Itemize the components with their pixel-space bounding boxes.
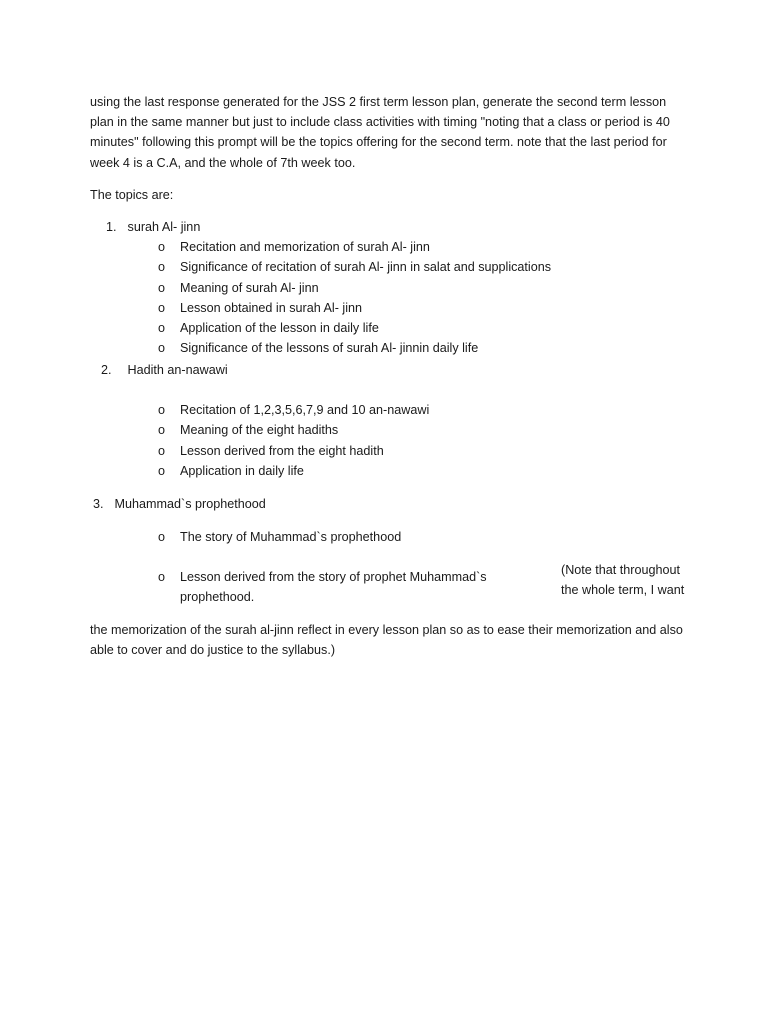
list-item: o Lesson derived from the story of prophet Muhammad`s prophethood.	[158, 567, 508, 608]
topic-2-heading	[101, 360, 228, 380]
list-item: o Recitation and memorization of surah Al- jinn	[158, 237, 551, 257]
topic-3-subtopics	[158, 527, 401, 547]
list-item: o Lesson derived from the eight hadith	[158, 441, 429, 461]
intro-paragraph: using the last response generated for the JSS 2 first term lesson plan, generate the second term lesson plan in the same manner but just to include class activities with timing "noting that a class or period is 40 minutes" following this prompt will be the topics offering for the second term. note that the last period for week 4 is a C.A, and the whole of 7th week too.	[90, 95, 670, 170]
topic-2-subtopics	[158, 400, 429, 481]
topic-3-number: 3.	[93, 497, 104, 511]
bullet-marker: o	[158, 260, 166, 275]
list-item: o Application of the lesson in daily life	[158, 318, 551, 338]
topic-1-title: surah Al- jinn	[127, 220, 201, 234]
topic-3-heading	[93, 494, 266, 514]
topics-label: The topics are:	[90, 188, 174, 202]
bullet-marker: o	[158, 530, 166, 544]
list-item: o Lesson obtained in surah Al- jinn	[158, 298, 551, 318]
bullet-marker: o	[158, 341, 166, 356]
bullet-marker: o	[158, 570, 166, 584]
bullet-marker: o	[158, 321, 166, 336]
list-item: o Meaning of the eight hadiths	[158, 420, 429, 440]
list-item: o Significance of recitation of surah Al- jinn in salat and supplications	[158, 257, 551, 277]
topic-2-number: 2.	[101, 363, 112, 377]
list-item: o Significance of the lessons of surah Al- jinnin daily life	[158, 338, 551, 358]
topic-2-title: Hadith an-nawawi	[127, 363, 228, 377]
list-item: o Recitation of 1,2,3,5,6,7,9 and 10 an-nawawi	[158, 400, 429, 420]
list-item: o The story of Muhammad`s prophethood	[158, 527, 401, 547]
topic-1-number: 1.	[106, 220, 117, 234]
bullet-marker: o	[158, 463, 166, 478]
topic-3-title: Muhammad`s prophethood	[114, 497, 266, 511]
bullet-marker: o	[158, 240, 166, 254]
list-item: o Meaning of surah Al- jinn	[158, 278, 551, 298]
note-continuation: the memorization of the surah al-jinn reflect in every lesson plan so as to ease their memorization and also able to cover and do justice to the syllabus.)	[90, 623, 683, 658]
bullet-marker: o	[158, 423, 166, 438]
bullet-marker: o	[158, 280, 166, 295]
topic-1-subtopics	[158, 237, 551, 359]
bullet-marker: o	[158, 403, 166, 417]
bullet-marker: o	[158, 443, 166, 458]
note-column-text: (Note that throughout the whole term, I want	[561, 563, 685, 597]
list-item: o Application in daily life	[158, 461, 429, 481]
bullet-marker: o	[158, 300, 166, 315]
topic-1-heading	[106, 217, 200, 237]
